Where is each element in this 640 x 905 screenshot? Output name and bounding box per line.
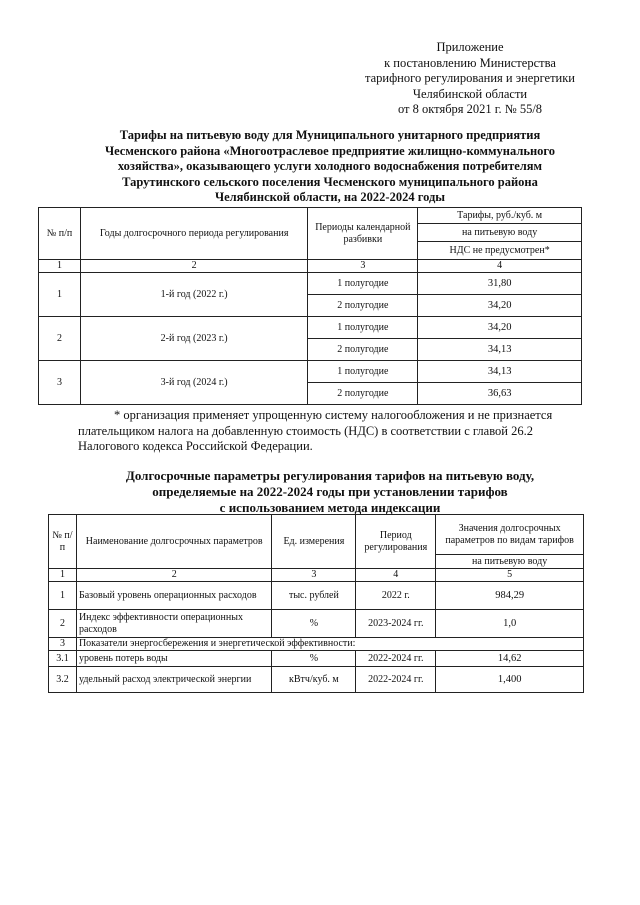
row-period: 2022-2024 гг. bbox=[356, 651, 436, 667]
row-value: 14,62 bbox=[436, 651, 584, 667]
row-value: 36,63 bbox=[418, 383, 582, 405]
table-row bbox=[49, 610, 584, 638]
row-period: 2022 г. bbox=[356, 582, 436, 610]
colnum: 4 bbox=[356, 569, 436, 582]
title-line: Тарифы на питьевую воду для Муниципального унитарного предприятия bbox=[119, 128, 541, 142]
table-row bbox=[39, 317, 582, 339]
title-line: с использованием метода индексации bbox=[219, 500, 441, 515]
row-value: 31,80 bbox=[418, 273, 582, 295]
parameters-title bbox=[70, 468, 590, 516]
header-vat: НДС не предусмотрен* bbox=[418, 242, 582, 260]
header-water: на питьевую воду bbox=[418, 224, 582, 242]
row-year: 3-й год (2024 г.) bbox=[80, 361, 308, 405]
tariffs-title bbox=[70, 128, 590, 206]
footnote-line: Налогового кодекса Российской Федерации. bbox=[78, 439, 313, 453]
row-value: 34,13 bbox=[418, 361, 582, 383]
header-period: Период регулирования bbox=[356, 515, 436, 569]
row-year: 1-й год (2022 г.) bbox=[80, 273, 308, 317]
row-period: 2 полугодие bbox=[308, 339, 418, 361]
row-value: 34,13 bbox=[418, 339, 582, 361]
vat-footnote bbox=[78, 408, 598, 455]
colnum: 2 bbox=[76, 569, 272, 582]
row-name: Индекс эффективности операционных расходов bbox=[76, 610, 272, 638]
row-name: уровень потерь воды bbox=[76, 651, 272, 667]
row-num: 3 bbox=[39, 361, 81, 405]
row-num: 2 bbox=[39, 317, 81, 361]
parameters-table bbox=[48, 514, 584, 693]
row-value: 34,20 bbox=[418, 295, 582, 317]
row-year: 2-й год (2023 г.) bbox=[80, 317, 308, 361]
row-num: 3.1 bbox=[49, 651, 77, 667]
appendix-line: тарифного регулирования и энергетики bbox=[364, 71, 576, 85]
row-unit: кВтч/куб. м bbox=[272, 667, 356, 693]
row-value: 1,0 bbox=[436, 610, 584, 638]
row-name: удельный расход электрической энергии bbox=[76, 667, 272, 693]
section-num: 3 bbox=[49, 638, 77, 651]
colnum: 5 bbox=[436, 569, 584, 582]
table-row bbox=[39, 361, 582, 383]
row-num: 3.2 bbox=[49, 667, 77, 693]
header-num: № п/п bbox=[49, 515, 77, 569]
row-period: 2022-2024 гг. bbox=[356, 667, 436, 693]
header-water: на питьевую воду bbox=[436, 555, 584, 569]
header-num: № п/п bbox=[39, 208, 81, 260]
header-values: Значения долгосрочных параметров по видам тарифов bbox=[436, 515, 584, 555]
colnum: 3 bbox=[308, 260, 418, 273]
header-periods: Периоды календарной разбивки bbox=[308, 208, 418, 260]
row-num: 2 bbox=[49, 610, 77, 638]
section-row bbox=[49, 638, 584, 651]
tariffs-table bbox=[38, 207, 582, 405]
row-period: 1 полугодие bbox=[308, 273, 418, 295]
table-row bbox=[49, 582, 584, 610]
colnum: 3 bbox=[272, 569, 356, 582]
footnote-line: плательщиком налога на добавленную стоимость (НДС) в соответствии с главой 26.2 bbox=[78, 423, 533, 438]
colnum: 2 bbox=[80, 260, 308, 273]
row-period: 1 полугодие bbox=[308, 361, 418, 383]
row-unit: % bbox=[272, 610, 356, 638]
colnum: 4 bbox=[418, 260, 582, 273]
appendix-header bbox=[340, 40, 600, 118]
title-line: Тарутинского сельского поселения Чесменского муниципального района bbox=[122, 174, 538, 189]
row-period: 1 полугодие bbox=[308, 317, 418, 339]
section-name: Показатели энергосбережения и энергетической эффективности: bbox=[76, 638, 583, 651]
row-num: 1 bbox=[39, 273, 81, 317]
row-name: Базовый уровень операционных расходов bbox=[76, 582, 272, 610]
table-row bbox=[39, 273, 582, 295]
title-line: Долгосрочные параметры регулирования тарифов на питьевую воду, bbox=[125, 468, 535, 483]
row-unit: % bbox=[272, 651, 356, 667]
appendix-line: Челябинской области bbox=[412, 86, 528, 101]
row-period: 2 полугодие bbox=[308, 383, 418, 405]
appendix-line: к постановлению Министерства bbox=[384, 55, 556, 70]
row-value: 1,400 bbox=[436, 667, 584, 693]
header-name: Наименование долгосрочных параметров bbox=[76, 515, 272, 569]
title-line: Челябинской области, на 2022-2024 годы bbox=[214, 190, 446, 204]
title-line: определяемые на 2022-2024 годы при установлении тарифов bbox=[152, 484, 508, 499]
row-value: 984,29 bbox=[436, 582, 584, 610]
header-unit: Ед. измерения bbox=[272, 515, 356, 569]
colnum: 1 bbox=[39, 260, 81, 273]
row-value: 34,20 bbox=[418, 317, 582, 339]
colnum: 1 bbox=[49, 569, 77, 582]
table-row bbox=[49, 667, 584, 693]
appendix-line: от 8 октября 2021 г. № 55/8 bbox=[397, 102, 543, 116]
row-num: 1 bbox=[49, 582, 77, 610]
title-line: хозяйства», оказывающего услуги холодного водоснабжения потребителям bbox=[117, 159, 543, 173]
title-line: Чесменского района «Многоотраслевое предприятие жилищно-коммунального bbox=[104, 143, 556, 158]
header-tariffs: Тарифы, руб./куб. м bbox=[418, 208, 582, 224]
header-years: Годы долгосрочного периода регулирования bbox=[80, 208, 308, 260]
table-row bbox=[49, 651, 584, 667]
row-unit: тыс. рублей bbox=[272, 582, 356, 610]
footnote-line: * организация применяет упрощенную систему налогообложения и не признается bbox=[114, 408, 553, 422]
row-period: 2 полугодие bbox=[308, 295, 418, 317]
appendix-line: Приложение bbox=[436, 40, 504, 54]
row-period: 2023-2024 гг. bbox=[356, 610, 436, 638]
